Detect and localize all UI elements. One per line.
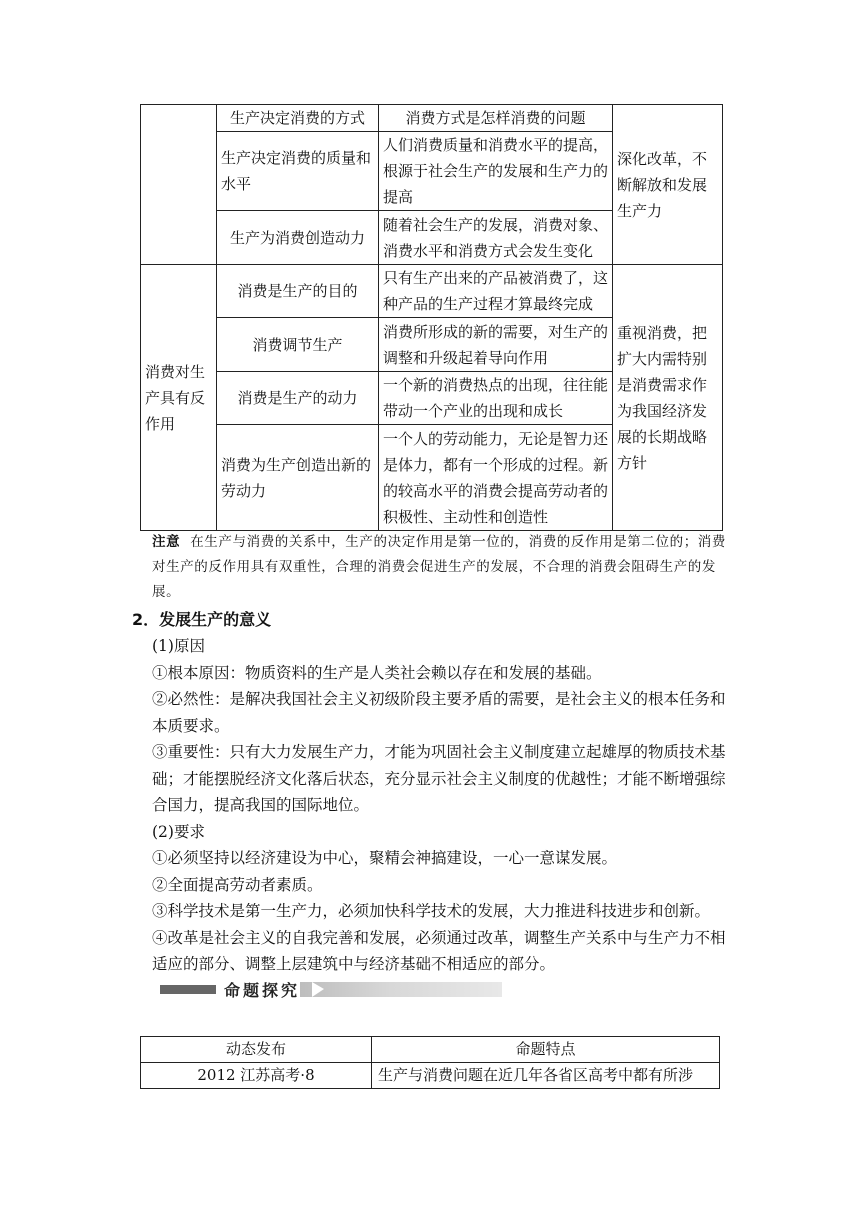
paragraph: ③重要性：只有大力发展生产力，才能为巩固社会主义制度建立起雄厚的物质技术基础；才能摆脱经济文化落后状态，充分显示社会主义制度的优越性；才能不断增强综合国力，提高我国的国际地位。 [152, 743, 726, 814]
category-cell-empty [141, 105, 217, 265]
banner-bar [160, 985, 216, 994]
banner-title: 命题探究 [224, 981, 301, 1000]
table-row [141, 105, 723, 132]
paragraph: ③科学技术是第一生产力，必须加快科学技术的发展，大力推进科技进步和创新。 [152, 902, 711, 920]
table-cell: 生产与消费问题在近几年各省区高考中都有所涉 [372, 1063, 720, 1089]
item-cell: 消费是生产的动力 [217, 372, 379, 425]
notice-label: 注意 [152, 534, 181, 550]
item-cell: 生产为消费创造动力 [217, 211, 379, 265]
desc-cell: 随着社会生产的发展，消费对象、消费水平和消费方式会发生变化 [379, 211, 613, 265]
desc-cell: 只有生产出来的产品被消费了，这种产品的生产过程才算最终完成 [379, 265, 613, 318]
item-cell: 消费是生产的目的 [217, 265, 379, 318]
banner-gradient [300, 982, 502, 997]
section-body [152, 633, 732, 978]
paragraph: ①必须坚持以经济建设为中心，聚精会神搞建设，一心一意谋发展。 [152, 849, 618, 867]
item-cell: 消费调节生产 [217, 318, 379, 372]
desc-cell: 一个新的消费热点的出现，往往能带动一个产业的出现和成长 [379, 372, 613, 425]
note-cell: 深化改革，不断解放和发展生产力 [613, 105, 723, 265]
column-header: 动态发布 [141, 1037, 372, 1063]
item-cell: 消费为生产创造出新的劳动力 [217, 425, 379, 531]
paragraph: ④改革是社会主义的自我完善和发展，必须通过改革，调整生产关系中与生产力不相适应的部分、调整上层建筑中与经济基础不相适应的部分。 [152, 928, 726, 973]
desc-cell: 人们消费质量和消费水平的提高，根源于社会生产的发展和生产力的提高 [379, 132, 613, 211]
table-cell: 2012 江苏高考·8 [141, 1063, 372, 1089]
note-cell: 重视消费，把扩大内需特别是消费需求作为我国经济发展的长期战略方针 [613, 265, 723, 531]
section-banner [160, 981, 502, 1000]
paragraph: ②全面提高劳动者素质。 [152, 875, 323, 894]
table-header-row [141, 1037, 720, 1063]
notice-paragraph [152, 530, 728, 605]
item-cell: 生产决定消费的方式 [217, 105, 379, 132]
topic-table [140, 1036, 720, 1089]
column-header: 命题特点 [372, 1037, 720, 1063]
desc-cell: 消费所形成的新的需要，对生产的调整和升级起着导向作用 [379, 318, 613, 372]
desc-cell: 一个人的劳动能力，无论是智力还是体力，都有一个形成的过程。新的较高水平的消费会提高劳动者的积极性、主动性和创造性 [379, 425, 613, 531]
desc-cell: 消费方式是怎样消费的问题 [379, 105, 613, 132]
item-cell: 生产决定消费的质量和水平 [217, 132, 379, 211]
paragraph: (2)要求 [152, 822, 205, 841]
chevron-right-icon [312, 982, 324, 997]
table-row [141, 1063, 720, 1089]
notice-text: 在生产与消费的关系中，生产的决定作用是第一位的，消费的反作用是第二位的；消费对生产的反作用具有双重性，合理的消费会促进生产的发展，不合理的消费会阻碍生产的发展。 [152, 534, 727, 600]
paragraph: ②必然性：是解决我国社会主义初级阶段主要矛盾的需要，是社会主义的根本任务和本质要求。 [152, 690, 726, 735]
table-row [141, 265, 723, 318]
category-cell: 消费对生产具有反作用 [141, 265, 217, 531]
production-consumption-table [140, 104, 723, 531]
paragraph: ①根本原因：物质资料的生产是人类社会赖以存在和发展的基础。 [152, 663, 602, 682]
paragraph: (1)原因 [152, 637, 205, 655]
section-heading: 2．发展生产的意义 [132, 610, 272, 629]
